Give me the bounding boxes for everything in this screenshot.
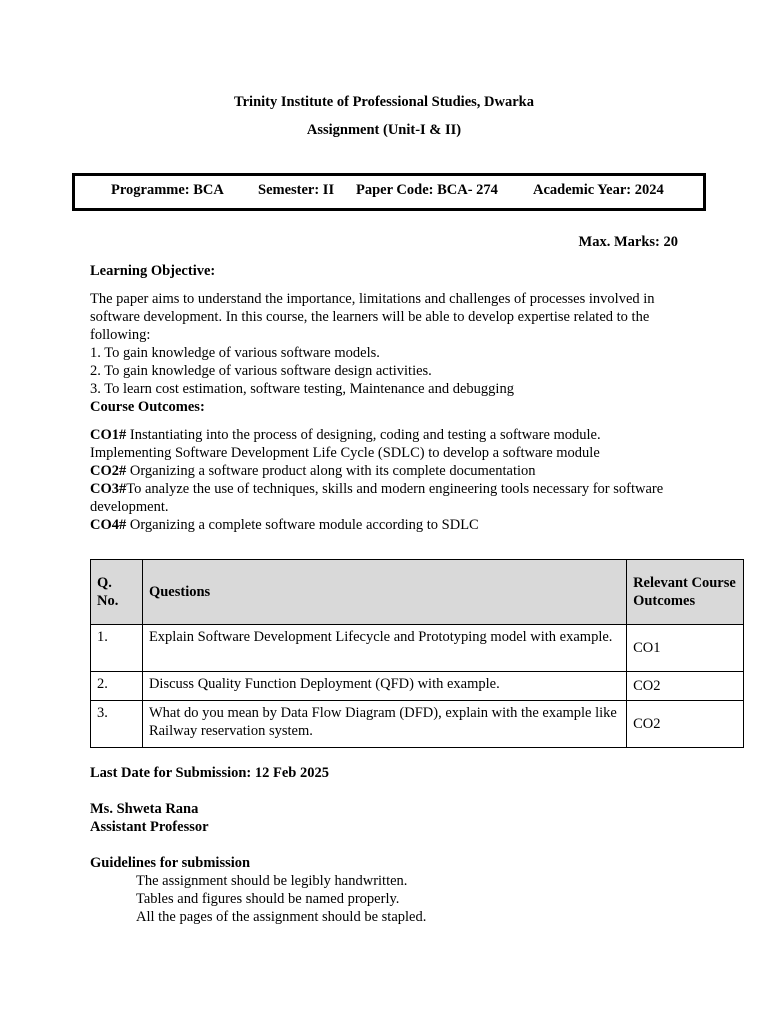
guideline-item: All the pages of the assignment should be stapled. — [136, 909, 427, 925]
guidelines-list — [136, 872, 426, 926]
course-outcome-item — [90, 444, 690, 462]
co-code: CO1# — [90, 427, 127, 443]
table-row — [91, 701, 744, 748]
programme-label: Programme: BCA — [111, 182, 224, 198]
question-text: Explain Software Development Lifecycle and Prototyping model with example. — [142, 625, 626, 672]
question-co: CO2 — [627, 672, 744, 701]
header-qno: Q. No. — [91, 560, 143, 625]
co-code: CO4# — [90, 517, 127, 533]
co-text: To analyze the use of techniques, skills and modern engineering tools necessary for software development. — [90, 481, 664, 515]
objective-point: 2. To gain knowledge of various software design activities. — [90, 363, 432, 379]
question-co: CO2 — [627, 701, 744, 748]
guideline-item: The assignment should be legibly handwritten. — [136, 873, 408, 889]
table-row — [91, 625, 744, 672]
table-row — [91, 672, 744, 701]
co-text: Organizing a complete software module according to SDLC — [126, 517, 479, 533]
course-outcomes-heading: Course Outcomes: — [90, 399, 205, 415]
assignment-title: Assignment (Unit-I & II) — [306, 122, 462, 138]
question-number: 1. — [91, 625, 143, 672]
guidelines-heading: Guidelines for submission — [90, 855, 251, 871]
co-text: Instantiating into the process of designing, coding and testing a software module. — [126, 427, 601, 443]
co-text: Implementing Software Development Life Cycle (SDLC) to develop a software module — [90, 445, 600, 461]
objective-point: 3. To learn cost estimation, software testing, Maintenance and debugging — [90, 381, 514, 397]
course-outcome-item — [90, 462, 690, 480]
co-text: Organizing a software product along with its complete documentation — [126, 463, 536, 479]
header-questions: Questions — [142, 560, 626, 625]
paper-code-label: Paper Code: BCA- 274 — [356, 182, 498, 198]
last-date: Last Date for Submission: 12 Feb 2025 — [90, 765, 329, 781]
course-outcome-item — [90, 516, 690, 534]
question-text: What do you mean by Data Flow Diagram (DFD), explain with the example like Railway reservation system. — [142, 701, 626, 748]
co-code: CO3# — [90, 481, 127, 497]
table-header-row — [91, 560, 744, 625]
learning-objective-intro: The paper aims to understand the importance, limitations and challenges of processes involved in software development. In this course, the learners will be able to develop expertise related to the following: — [90, 291, 655, 343]
learning-objective-body — [90, 290, 690, 416]
objective-point: 1. To gain knowledge of various software models. — [90, 345, 380, 361]
signature-block — [90, 800, 690, 836]
question-number: 2. — [91, 672, 143, 701]
co-code: CO2# — [90, 463, 127, 479]
academic-year-label: Academic Year: 2024 — [533, 182, 664, 198]
course-outcomes-list — [90, 426, 690, 534]
info-box — [72, 173, 706, 211]
header-outcomes: Relevant Course Outcomes — [627, 560, 744, 625]
course-outcome-item — [90, 426, 690, 444]
questions-table — [90, 559, 744, 748]
faculty-designation: Assistant Professor — [90, 819, 209, 835]
question-text: Discuss Quality Function Deployment (QFD) with example. — [142, 672, 626, 701]
question-number: 3. — [91, 701, 143, 748]
faculty-name: Ms. Shweta Rana — [90, 801, 199, 817]
course-outcome-item — [90, 480, 690, 516]
question-co: CO1 — [627, 625, 744, 672]
max-marks: Max. Marks: 20 — [578, 234, 678, 250]
semester-label: Semester: II — [258, 182, 335, 198]
learning-objective-heading: Learning Objective: — [90, 263, 216, 279]
guideline-item: Tables and figures should be named properly. — [136, 891, 400, 907]
institute-title: Trinity Institute of Professional Studies, Dwarka — [234, 94, 534, 110]
